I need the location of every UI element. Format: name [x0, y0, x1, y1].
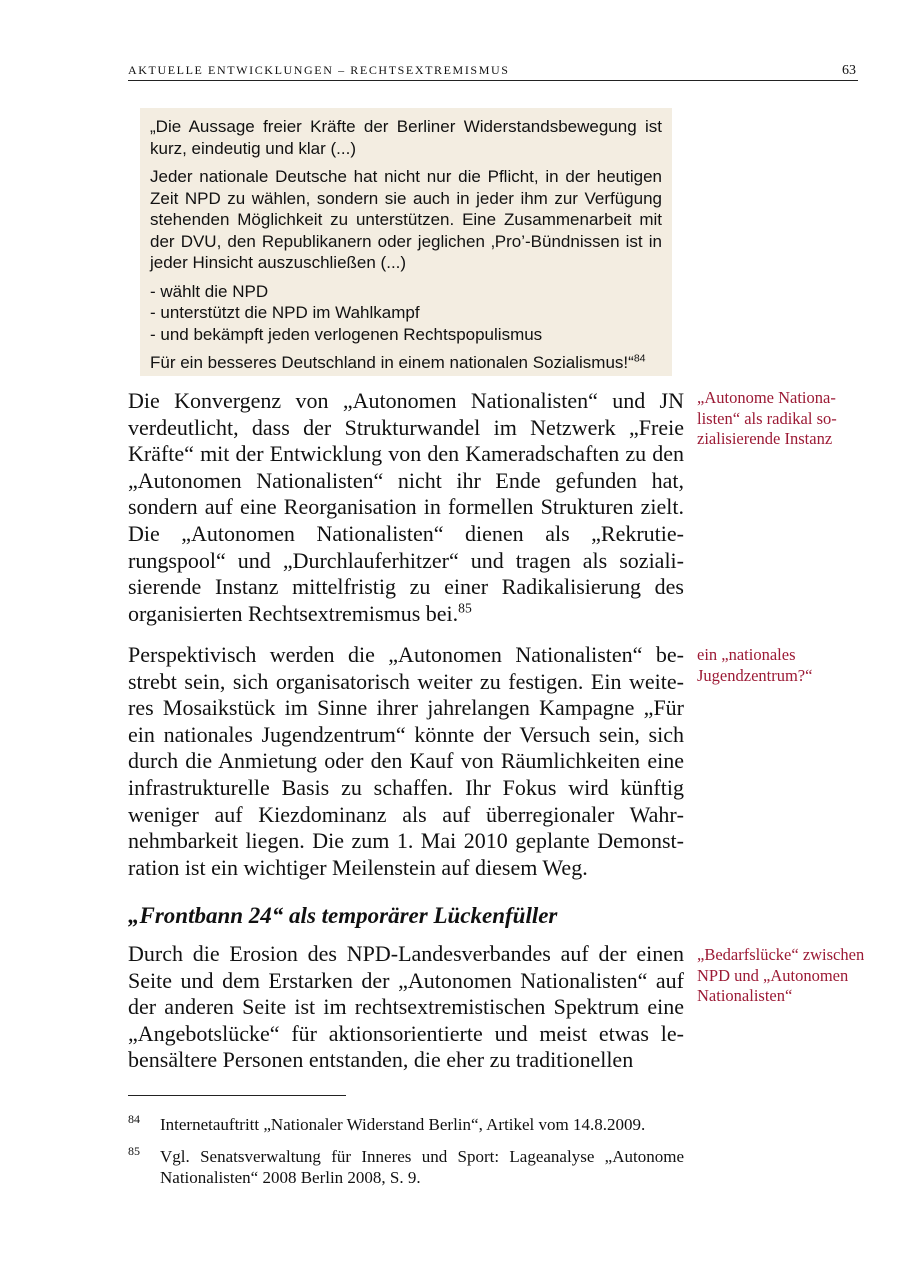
quote-list-item: - und bekämpft jeden verlogenen Rechtspopulismus	[150, 324, 543, 344]
footnote-number: 84	[128, 1112, 140, 1126]
running-header-title: AKTUELLE ENTWICKLUNGEN – RECHTSEXTREMISMUS	[128, 63, 510, 77]
body-paragraph-3	[128, 941, 684, 1074]
page-number: 63	[842, 63, 856, 78]
footnote-ref-85[interactable]: 85	[458, 600, 472, 616]
footnote-number: 85	[128, 1144, 140, 1158]
quote-closing	[150, 352, 662, 374]
section-heading: „Frontbann 24“ als temporärer Lückenfüller	[128, 903, 558, 928]
footnote-85	[128, 1146, 684, 1188]
footnote-rule	[128, 1095, 346, 1096]
quote-list-item: - unterstützt die NPD im Wahlkampf	[150, 303, 420, 322]
footnote-text: Internetauftritt „Nationaler Widerstand Berlin“, Artikel vom 14.8.2009.	[160, 1115, 646, 1134]
quote-list	[150, 281, 662, 346]
quote-list-item: - wählt die NPD	[150, 281, 269, 301]
body-paragraph-2-text: Perspektivisch werden die „Autonomen Nationalisten“ bestrebt sein, sich organisatorisch weiter zu festigen. Ein weiteres Mosaikstück im Sinne ihrer jahrelangen Kampagne „Für ein nationales Jugendzentrum“ könnte der Versuch sein, sich durch die Anmietung oder den Kauf von Räumlichkeiten eine infrastrukturelle Basis zu schaffen. Ihr Fokus wird künftig weniger auf Kiezdominanz als auf überregionaler Wahrnehmbarkeit liegen. Die zum 1. Mai 2010 geplante Demonstration ist ein wichtiger Meilenstein auf diesem Weg.	[128, 642, 684, 880]
quote-closing-text: Für ein besseres Deutschland in einem nationalen Sozialismus!“	[150, 353, 634, 372]
footnote-84	[128, 1114, 684, 1135]
margin-note-1: „Autonome Nationalisten“ als radikal sozialisierende Instanz	[697, 388, 837, 448]
body-paragraph-2	[128, 642, 684, 881]
body-paragraph-1-text: Die Konvergenz von „Autonomen Nationalisten“ und JN verdeutlicht, dass der Strukturwandel im Netzwerk „Freie Kräfte“ mit der Entwicklung von den Kameradschaften zu den „Autonomen Nationalisten“ nicht ihr Ende gefunden hat, sondern auf eine Reorganisation in formellen Strukturen zielt. Die „Autonomen Nationalisten“ dienen als „Rekrutierungspool“ und „Durchlauferhitzer“ und tragen als sozialisierende Instanz mittelfristig zu einer Radikalisierung des organisierten Rechtsextremismus bei.	[128, 388, 684, 626]
quote-box	[140, 108, 672, 376]
quote-intro: „Die Aussage freier Kräfte der Berliner Widerstandsbewegung ist kurz, eindeutig und klar (...)	[150, 117, 662, 158]
margin-note-3: „Bedarfslücke“ zwischen NPD und „Autonomen Nationalisten“	[697, 945, 865, 1005]
margin-note-2: ein „nationales Jugendzentrum?“	[697, 645, 813, 685]
body-paragraph-3-text: Durch die Erosion des NPD-Landesverbandes auf der einen Seite und dem Erstarken der „Autonomen Nationalisten“ auf der anderen Seite ist im rechtsextremistischen Spektrum eine „Angebotslücke“ für aktionsorientierte und meist etwas lebensältere Personen entstanden, die eher zu traditionellen	[128, 941, 684, 1073]
footnote-text: Vgl. Senatsverwaltung für Inneres und Sport: Lageanalyse „Autonome Nationalisten“ 2008 Berlin 2008, S. 9.	[160, 1147, 684, 1187]
body-paragraph-1	[128, 388, 684, 627]
footnote-ref-84[interactable]: 84	[633, 352, 646, 365]
quote-paragraph: Jeder nationale Deutsche hat nicht nur die Pflicht, in der heutigen Zeit NPD zu wählen, sondern sie auch in jeder ihm zur Verfügung stehenden Möglichkeit zu unterstützen. Eine Zusammenarbeit mit der DVU, den Republikanern oder jeglichen ‚Pro’-Bündnissen ist in jeder Hinsicht auszuschließen (...)	[150, 167, 662, 272]
running-header	[128, 62, 858, 81]
